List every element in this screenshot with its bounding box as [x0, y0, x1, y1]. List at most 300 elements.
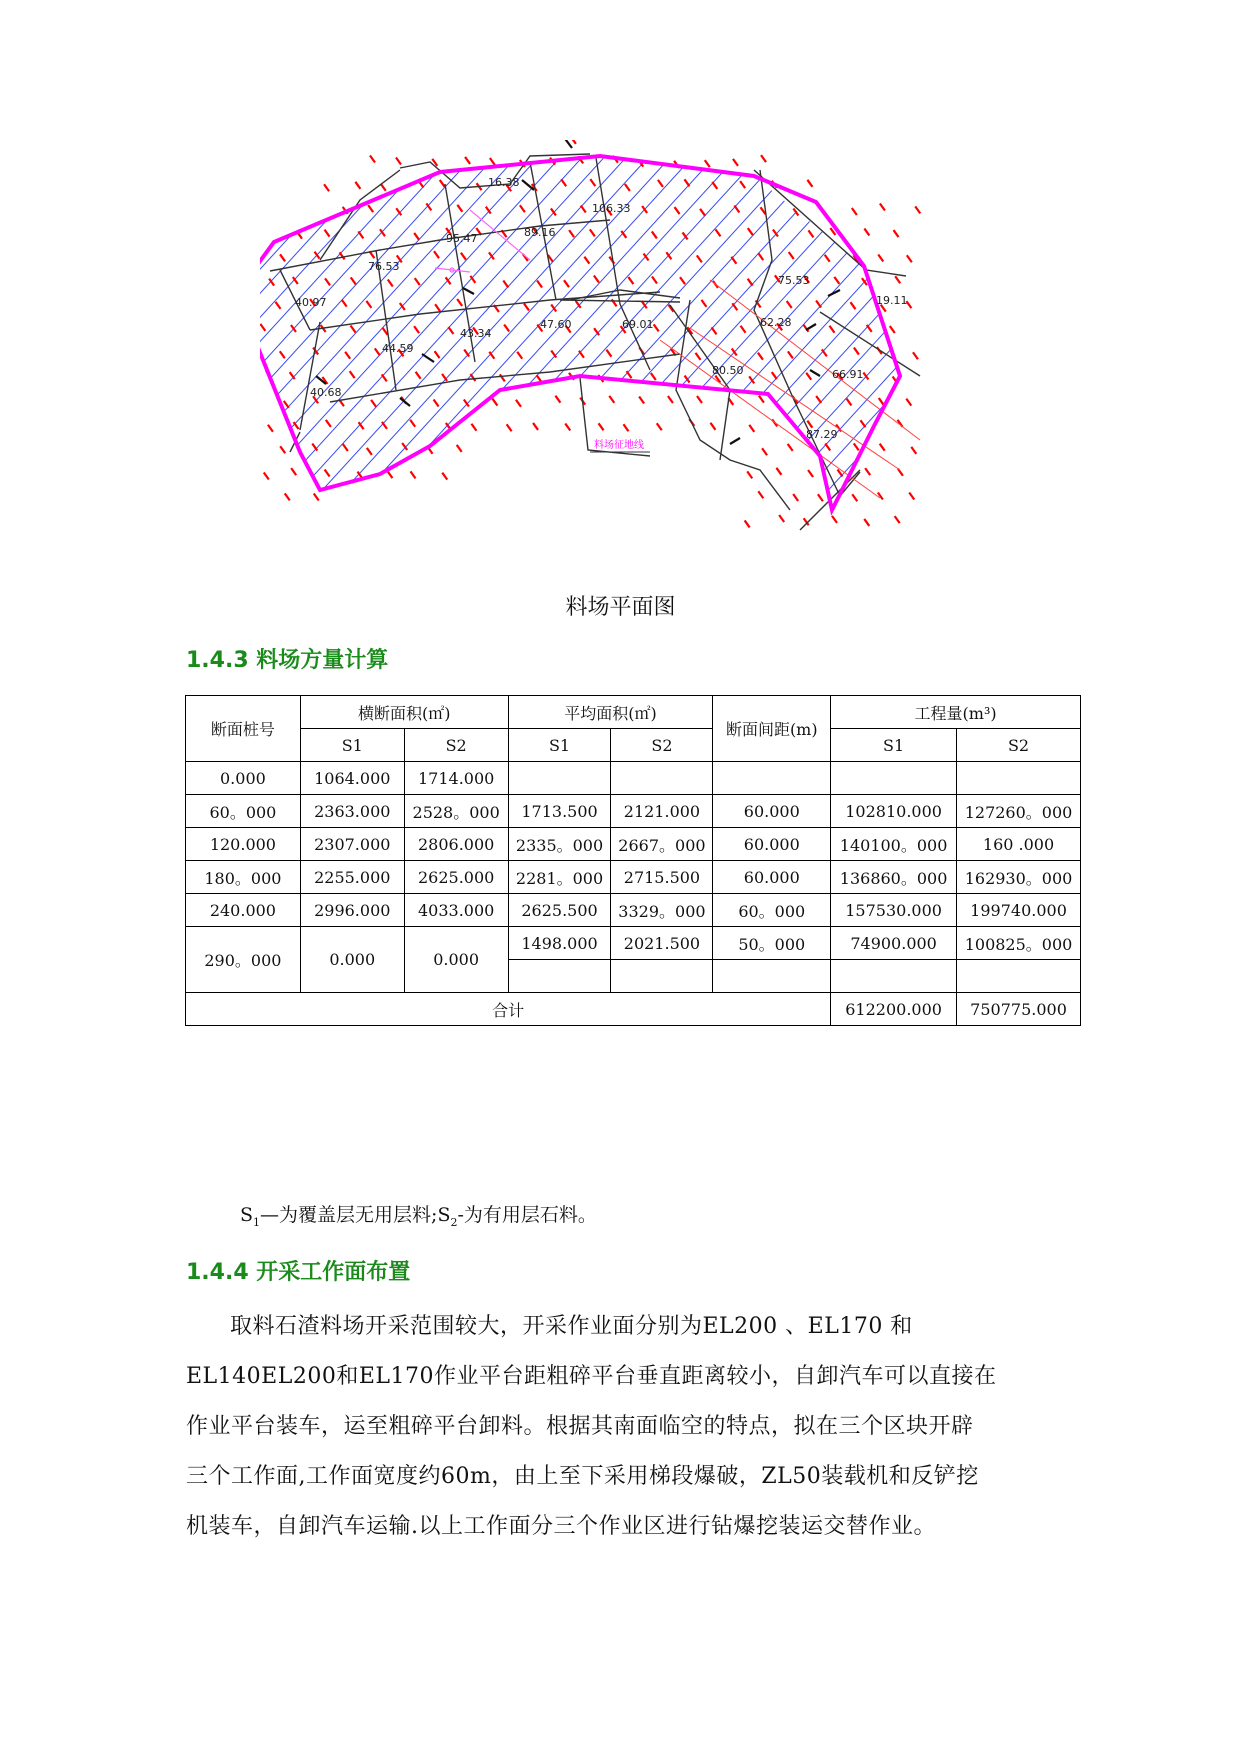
red-dash — [854, 348, 859, 355]
red-dash — [345, 352, 350, 359]
hatch-line — [260, 140, 334, 600]
red-dash — [524, 304, 529, 311]
red-dash — [832, 516, 837, 523]
hatch-line — [260, 140, 576, 600]
hatch-line — [992, 140, 1060, 600]
hatch-line — [596, 140, 1016, 600]
vol-s2-cell: 160 .000 — [957, 828, 1081, 861]
header-s1: S1 — [508, 729, 611, 762]
station-cell: 180。000 — [186, 861, 301, 894]
red-dash — [867, 325, 872, 332]
red-dash — [906, 399, 911, 406]
red-dash — [537, 281, 542, 288]
cross-s2-cell: 0.000 — [404, 927, 508, 993]
red-dash — [382, 374, 387, 381]
red-dash — [854, 443, 859, 450]
red-dash — [280, 254, 285, 261]
avg-s2-cell: 3329。000 — [611, 894, 713, 927]
red-dash — [434, 251, 439, 258]
red-dash — [358, 231, 363, 238]
vol-s1-cell: 157530.000 — [831, 894, 957, 927]
station-cell: 290。000 — [186, 927, 301, 993]
red-dash — [740, 181, 745, 188]
red-dash — [606, 350, 611, 357]
red-dash — [461, 253, 466, 260]
station-cell: 60。000 — [186, 795, 301, 828]
header-s2: S2 — [404, 729, 508, 762]
red-dash — [864, 519, 869, 526]
cross-s1-cell: 1064.000 — [300, 762, 404, 795]
red-dash — [410, 471, 415, 478]
red-dash — [351, 325, 356, 332]
blank-cell — [611, 960, 713, 993]
red-dash — [370, 156, 375, 163]
red-dash — [628, 277, 633, 284]
red-dash — [490, 158, 495, 165]
red-dash — [396, 157, 401, 164]
section-label: 47.60 — [540, 318, 572, 331]
red-dash — [343, 444, 348, 451]
red-dash — [806, 373, 811, 380]
red-dash — [520, 205, 525, 212]
red-dash — [325, 278, 330, 285]
hatch-line — [860, 140, 1060, 600]
vol-s1-cell: 102810.000 — [831, 795, 957, 828]
red-dash — [569, 230, 574, 237]
red-dash — [584, 257, 589, 264]
cross-s1-cell: 2255.000 — [300, 861, 404, 894]
red-dash — [350, 371, 355, 378]
red-dash — [351, 277, 356, 284]
section-label: 62.28 — [760, 316, 792, 329]
red-dash — [284, 401, 289, 408]
red-dash — [651, 373, 656, 380]
red-dash — [658, 180, 663, 187]
avg-s2-cell: 2121.000 — [611, 795, 713, 828]
section-labels — [295, 176, 908, 441]
red-dash — [697, 396, 702, 403]
red-dash — [503, 281, 508, 288]
section-label: 44.59 — [382, 342, 414, 355]
hatch-line — [970, 140, 1060, 600]
hatch-line — [260, 140, 642, 600]
red-dash — [564, 280, 569, 287]
red-dash — [898, 469, 903, 476]
cross-s2-cell: 4033.000 — [404, 894, 508, 927]
section-label: 106.33 — [592, 202, 631, 215]
hatch-line — [332, 140, 752, 600]
red-dash — [864, 229, 869, 236]
red-dash — [387, 471, 392, 478]
vol-s2-cell: 127260。000 — [957, 795, 1081, 828]
header-cross-area: 横断面积(㎡) — [300, 696, 508, 729]
blank-cell — [611, 762, 713, 795]
red-dash — [280, 351, 285, 358]
red-dash — [748, 228, 753, 235]
blank-cell — [957, 762, 1081, 795]
red-dash — [594, 276, 599, 283]
red-dash — [507, 424, 512, 431]
cross-s2-cell: 2625.000 — [404, 861, 508, 894]
hatch-line — [260, 140, 554, 600]
red-dash — [590, 229, 595, 236]
paragraph-line: EL140EL200和EL170作业平台距粗碎平台垂直距离较小，自卸汽车可以直接在 — [186, 1364, 997, 1389]
red-dash — [388, 279, 393, 286]
note-s2-text: -为有用层石料。 — [457, 1204, 597, 1226]
spacing-cell: 60.000 — [713, 828, 831, 861]
hatch-line — [574, 140, 994, 600]
avg-s1-cell: 1498.000 — [508, 927, 611, 960]
avg-s2-cell: 2021.500 — [611, 927, 713, 960]
section-heading-1-4-4: 1.4.4 开采工作面布置 — [186, 1260, 411, 1285]
red-dash — [268, 425, 273, 432]
red-dash — [818, 494, 823, 501]
red-dash — [470, 374, 475, 381]
section-label: 40.97 — [295, 296, 327, 309]
red-dash — [627, 371, 632, 378]
red-dash — [260, 324, 265, 331]
blank-cell — [508, 762, 611, 795]
red-dash — [758, 491, 763, 498]
red-dash — [715, 229, 720, 236]
volume-calc-table — [185, 695, 1081, 1026]
vol-s2-cell: 162930。000 — [957, 861, 1081, 894]
paragraph-line: 取料石渣料场开采范围较大，开采作业面分别为EL200 、EL170 和 — [230, 1314, 913, 1339]
red-dash — [375, 348, 380, 355]
section-label: 66.91 — [832, 368, 864, 381]
blank-cell — [713, 960, 831, 993]
red-dash — [895, 516, 900, 523]
red-dash — [654, 324, 659, 331]
figure-caption: 料场平面图 — [565, 595, 676, 620]
red-dash — [326, 420, 331, 427]
note-s1-text: —为覆盖层无用层料; — [260, 1204, 438, 1226]
red-dash — [779, 515, 784, 522]
red-dash — [623, 424, 628, 431]
red-dash — [710, 423, 715, 430]
red-dash — [434, 400, 439, 407]
red-dash — [865, 468, 870, 475]
blank-cell — [831, 762, 957, 795]
section-label: 76.53 — [368, 260, 400, 273]
red-dash — [555, 396, 560, 403]
red-dash — [415, 278, 420, 285]
vol-s2-cell: 199740.000 — [957, 894, 1081, 927]
red-dash — [907, 255, 912, 262]
red-dash — [731, 257, 736, 264]
section-label: 40.68 — [310, 386, 342, 399]
legend-text: 料场征地线 — [594, 440, 644, 451]
red-dash — [834, 277, 839, 284]
red-dash — [590, 179, 595, 186]
red-dash — [705, 160, 710, 167]
red-dash — [657, 423, 662, 430]
header-s1: S1 — [831, 729, 957, 762]
spacing-cell: 60.000 — [713, 795, 831, 828]
station-cell: 0.000 — [186, 762, 301, 795]
hatch-line — [260, 140, 290, 600]
red-dash — [517, 352, 522, 359]
red-dash — [787, 301, 792, 308]
section-label: 19.11 — [876, 294, 908, 307]
red-dash — [880, 444, 885, 451]
red-dash — [761, 155, 766, 162]
vol-s2-cell: 100825。000 — [957, 927, 1081, 960]
red-dash — [850, 302, 855, 309]
spacing-cell: 60.000 — [713, 861, 831, 894]
hatch-line — [948, 140, 1060, 600]
red-dash — [368, 205, 373, 212]
spacing-cell: 50。000 — [713, 927, 831, 960]
blank-cell — [713, 762, 831, 795]
avg-s1-cell: 2625.500 — [508, 894, 611, 927]
red-dash — [894, 230, 899, 237]
red-dash — [435, 304, 440, 311]
red-dash — [807, 421, 812, 428]
red-dash — [741, 326, 746, 333]
cross-s2-cell: 2806.000 — [404, 828, 508, 861]
header-station: 断面桩号 — [186, 696, 301, 762]
avg-s1-cell: 2281。000 — [508, 861, 611, 894]
cross-s2-cell: 2528。000 — [404, 795, 508, 828]
red-dash — [342, 300, 347, 307]
hatch-line — [882, 140, 1060, 600]
red-dash — [457, 205, 462, 212]
red-dash — [680, 277, 685, 284]
section-label: 89.16 — [524, 226, 556, 239]
red-dash — [457, 299, 462, 306]
red-dash — [807, 180, 812, 187]
red-dash — [414, 233, 419, 240]
spacing-cell: 60。000 — [713, 894, 831, 927]
red-dash — [712, 327, 717, 334]
red-dash — [816, 301, 821, 308]
red-dash — [825, 255, 830, 262]
total-label: 合计 — [186, 993, 831, 1026]
red-dash — [816, 396, 821, 403]
station-cell: 120.000 — [186, 828, 301, 861]
header-s2: S2 — [611, 729, 713, 762]
table-note — [240, 1200, 597, 1229]
red-dash — [701, 300, 706, 307]
red-dash — [880, 203, 885, 210]
blank-cell — [957, 960, 1081, 993]
red-dash — [879, 398, 884, 405]
red-dash — [846, 399, 851, 406]
station-cell: 240.000 — [186, 894, 301, 927]
red-dash — [700, 209, 705, 216]
red-dash — [734, 205, 739, 212]
section-label: 43.34 — [460, 327, 492, 340]
red-dash — [759, 396, 764, 403]
note-s2: S — [437, 1204, 451, 1226]
red-dash — [745, 520, 750, 527]
red-dash — [448, 327, 453, 334]
red-dash — [440, 180, 445, 187]
red-dash — [732, 303, 737, 310]
section-label: 16.38 — [488, 176, 520, 189]
red-dash — [435, 351, 440, 358]
cross-s1-cell: 2307.000 — [300, 828, 404, 861]
paragraph-line: 三个工作面,工作面宽度约60m，由上至下采用梯段爆破，ZL50装载机和反铲挖 — [186, 1464, 979, 1489]
hatch-line — [904, 140, 1060, 600]
red-dash — [852, 208, 857, 215]
section-label: 80.50 — [712, 364, 744, 377]
total-s2: 750775.000 — [957, 993, 1081, 1026]
red-dash — [533, 423, 538, 430]
red-dash — [696, 353, 701, 360]
hatch-line — [838, 140, 1060, 600]
hatch-line — [1014, 140, 1060, 600]
red-dash — [860, 420, 865, 427]
red-dash — [471, 424, 476, 431]
red-dash — [280, 446, 285, 453]
red-dash — [414, 326, 419, 333]
hatch-line — [1058, 140, 1060, 600]
avg-s2-cell: 2715.500 — [611, 861, 713, 894]
red-dash — [639, 397, 644, 404]
red-dash — [366, 301, 371, 308]
red-dash — [599, 423, 604, 430]
red-dash — [581, 206, 586, 213]
red-dash — [457, 445, 462, 452]
cross-s2-cell: 1714.000 — [404, 762, 508, 795]
red-dash — [748, 279, 753, 286]
red-dash — [571, 140, 576, 144]
red-dash — [652, 231, 657, 238]
vol-s1-cell: 140100。000 — [831, 828, 957, 861]
red-dash — [609, 396, 614, 403]
red-dash — [579, 351, 584, 358]
red-dash — [381, 184, 386, 191]
red-dash — [697, 255, 702, 262]
vol-s1-cell: 136860。000 — [831, 861, 957, 894]
red-dash — [825, 443, 830, 450]
red-dash — [684, 179, 689, 186]
total-s1: 612200.000 — [831, 993, 957, 1026]
red-dash — [314, 494, 319, 501]
hatch-line — [442, 140, 862, 600]
red-dash — [895, 276, 900, 283]
hatch-line — [310, 140, 730, 600]
red-dash — [808, 470, 813, 477]
header-spacing: 断面间距(m) — [713, 696, 831, 762]
header-s2: S2 — [957, 729, 1081, 762]
red-dash — [416, 372, 421, 379]
red-dash — [878, 492, 883, 499]
red-dash — [291, 468, 296, 475]
red-dash — [830, 326, 835, 333]
note-s2-sub: 2 — [450, 1215, 458, 1229]
header-avg-area: 平均面积(㎡) — [508, 696, 713, 729]
blank-cell — [508, 960, 611, 993]
red-dash — [367, 448, 372, 455]
red-dash — [371, 400, 376, 407]
avg-s2-cell: 2667。000 — [611, 828, 713, 861]
section-label: 95.47 — [446, 232, 478, 245]
hatch-line — [260, 140, 466, 600]
red-dash — [733, 159, 738, 166]
red-dash — [285, 493, 290, 500]
hatch-line — [926, 140, 1060, 600]
cross-s1-cell: 0.000 — [300, 927, 404, 993]
red-dash — [758, 353, 763, 360]
hatch-line — [1036, 140, 1060, 600]
red-dash — [915, 206, 920, 213]
red-dash — [442, 473, 447, 480]
red-dash — [878, 255, 883, 262]
vol-s1-cell: 74900.000 — [831, 927, 957, 960]
hatch-line — [750, 140, 1060, 600]
red-dash — [324, 184, 329, 191]
section-heading-1-4-3: 1.4.3 料场方量计算 — [186, 648, 389, 673]
red-dash — [465, 157, 470, 164]
red-dash — [749, 425, 754, 432]
red-dash — [325, 230, 330, 237]
avg-s1-cell: 2335。000 — [508, 828, 611, 861]
header-s1: S1 — [300, 729, 404, 762]
red-dash — [909, 493, 914, 500]
red-dash — [492, 399, 497, 406]
red-dash — [712, 182, 717, 189]
hatch-line — [260, 140, 356, 600]
red-dash — [561, 179, 566, 186]
red-dash — [276, 302, 281, 309]
red-dash — [625, 184, 630, 191]
blue-hatch — [260, 140, 1060, 600]
note-s1-sub: 1 — [253, 1215, 261, 1229]
avg-s1-cell: 1713.500 — [508, 795, 611, 828]
header-volume: 工程量(m³) — [831, 696, 1081, 729]
red-dash — [264, 473, 269, 480]
red-dash — [852, 494, 857, 501]
hatch-line — [260, 140, 510, 600]
section-label: 87.29 — [806, 428, 838, 441]
red-dash — [788, 444, 793, 451]
red-dash — [355, 182, 360, 189]
red-dash — [382, 422, 387, 429]
red-dash — [675, 207, 680, 214]
section-1-4-4-paragraph — [186, 1302, 1046, 1552]
red-dash — [788, 351, 793, 358]
red-dash — [890, 326, 895, 333]
red-dash — [747, 471, 752, 478]
red-dash — [504, 325, 509, 332]
red-dash — [793, 494, 798, 501]
red-dash — [772, 372, 777, 379]
section-label: 69.01 — [622, 318, 654, 331]
paragraph-line: 机装车，自卸汽车运输.以上工作面分三个作业区进行钻爆挖装运交替作业。 — [186, 1514, 936, 1539]
red-dash — [808, 230, 813, 237]
red-dash — [516, 400, 521, 407]
red-dash — [652, 276, 657, 283]
section-label: 75.53 — [778, 274, 810, 287]
note-s1: S — [240, 1204, 254, 1226]
red-dash — [762, 448, 767, 455]
red-dash — [913, 352, 918, 359]
red-dash — [758, 253, 763, 260]
red-dash — [565, 424, 570, 431]
quarry-plan-drawing — [260, 140, 1060, 600]
hatch-line — [260, 140, 400, 600]
red-dash — [410, 420, 415, 427]
cross-s1-cell: 2996.000 — [300, 894, 404, 927]
red-dash — [325, 469, 330, 476]
red-dash — [776, 468, 781, 475]
blank-cell — [831, 960, 957, 993]
cross-s1-cell: 2363.000 — [300, 795, 404, 828]
red-dash — [911, 447, 916, 454]
